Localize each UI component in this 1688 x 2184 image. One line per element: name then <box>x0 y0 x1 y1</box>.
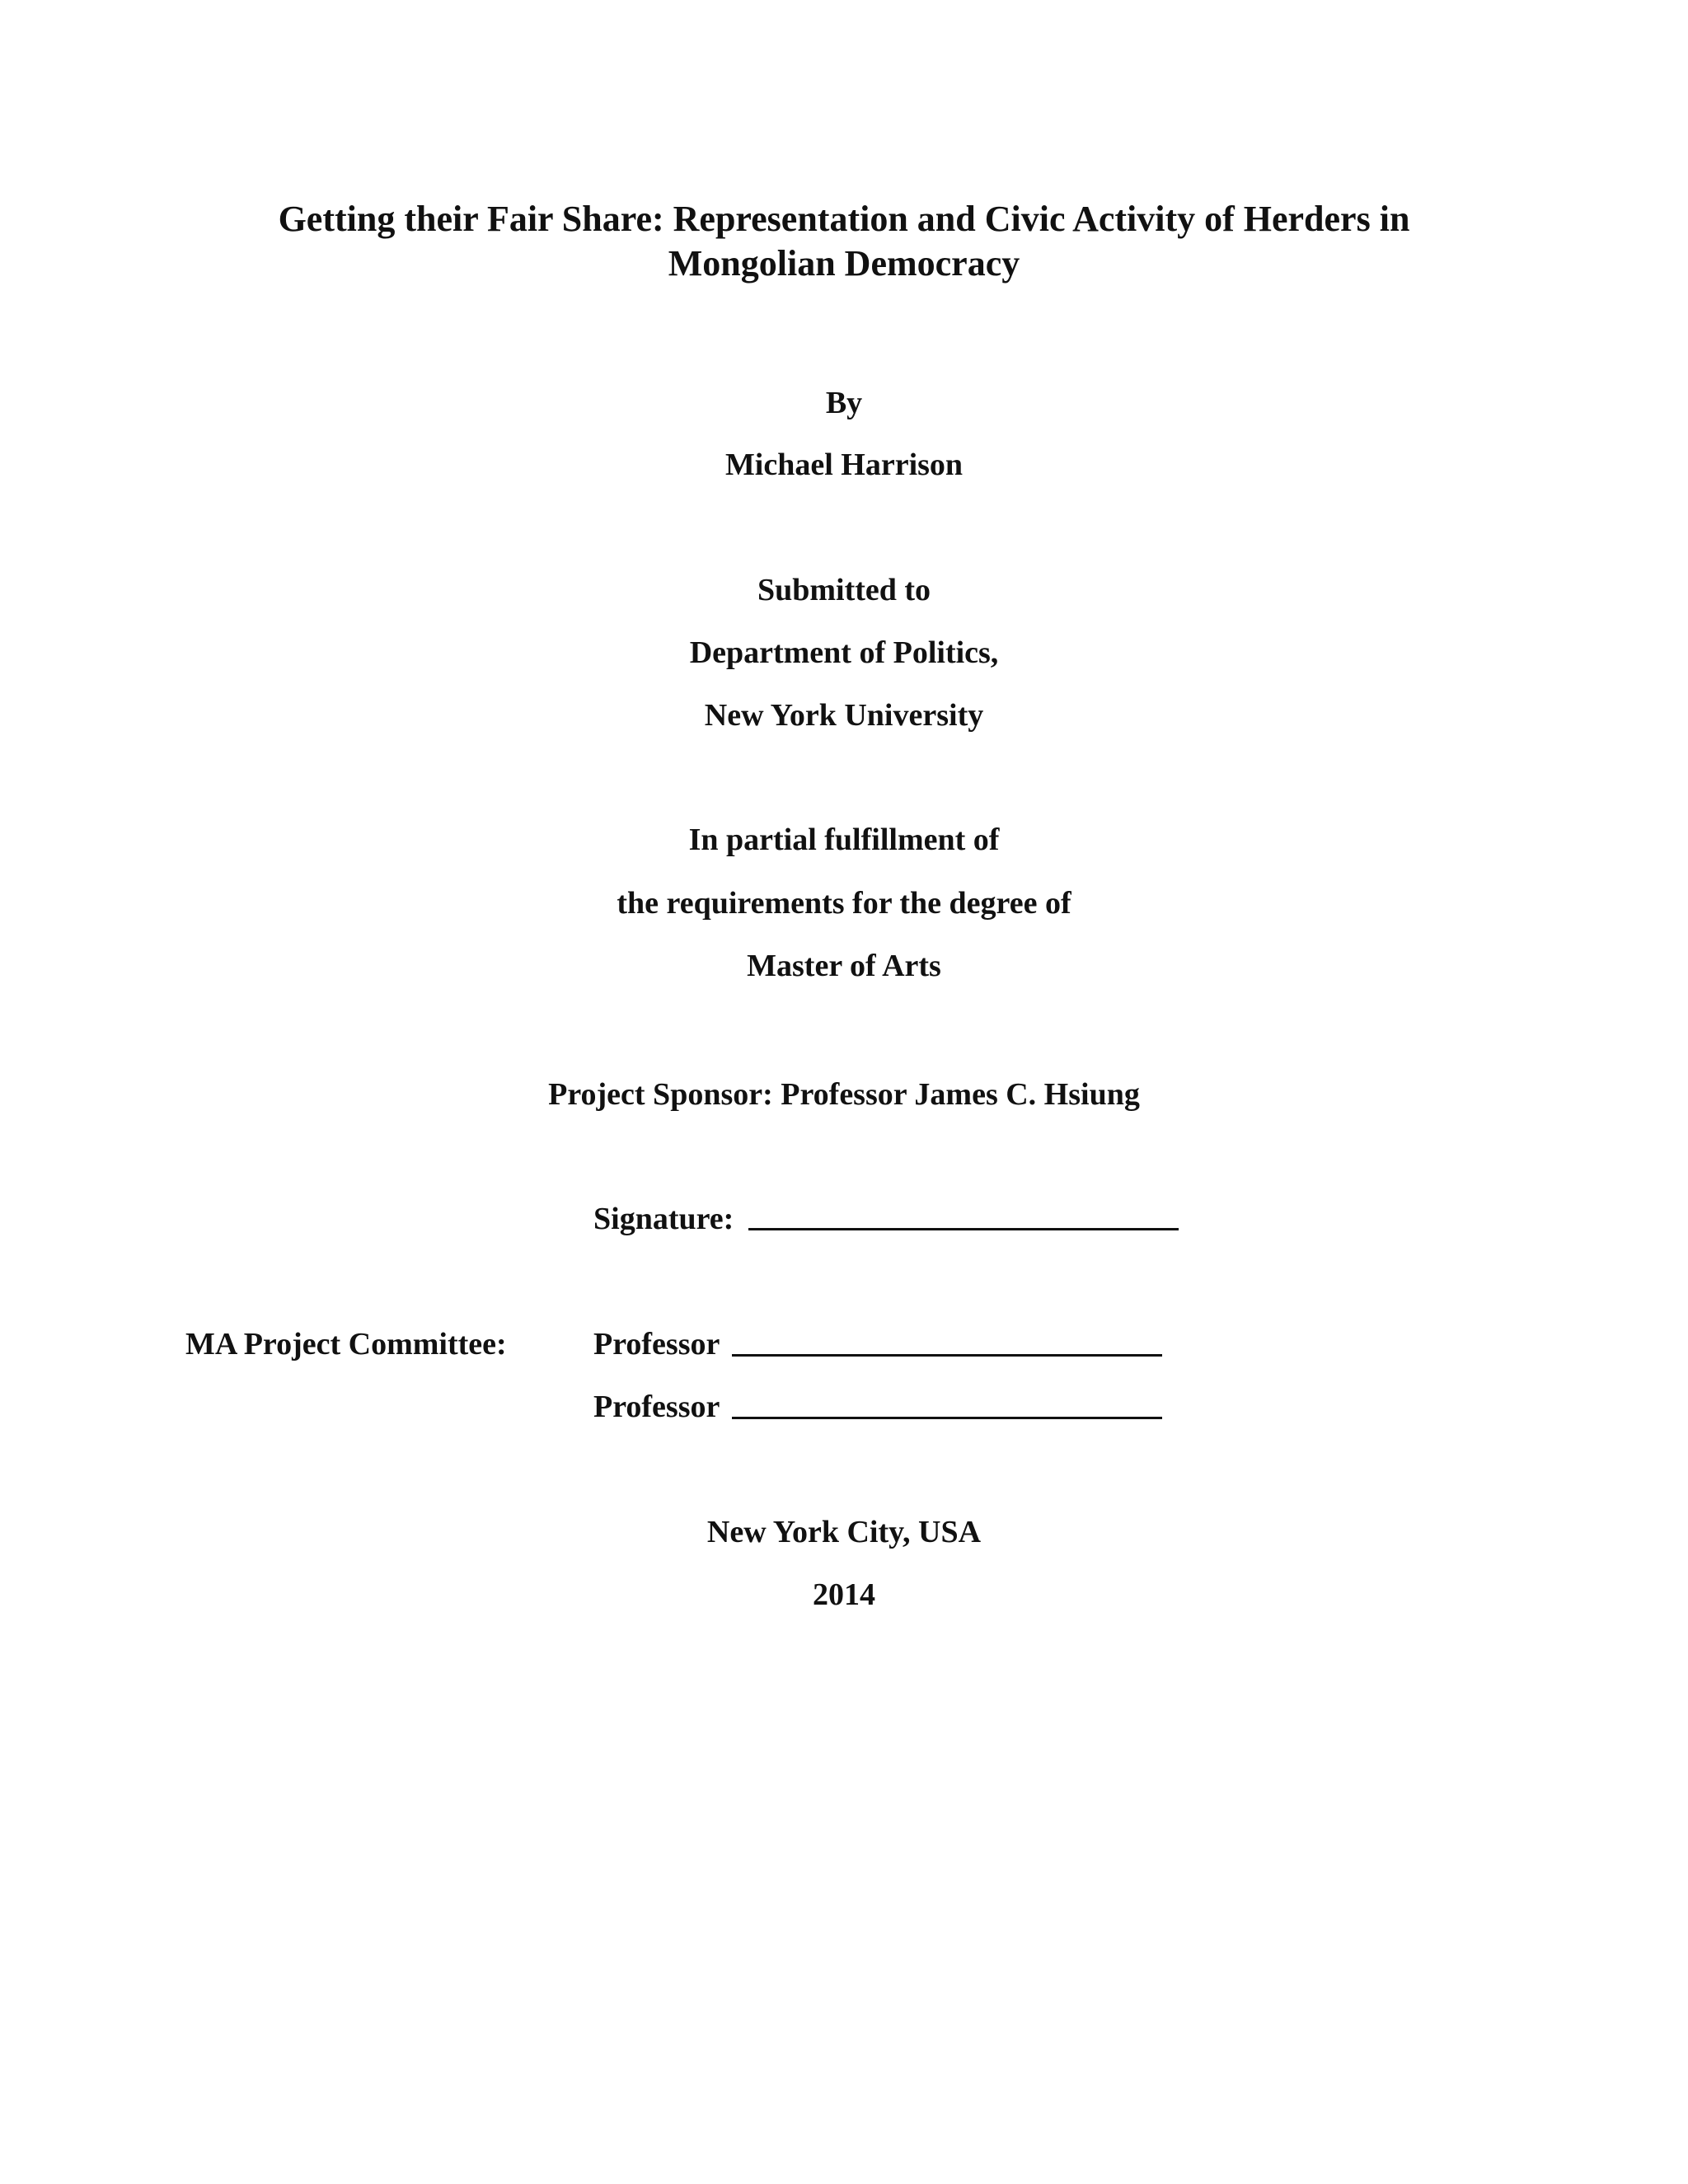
degree-name: Master of Arts <box>747 949 941 983</box>
author-name: Michael Harrison <box>724 448 964 482</box>
year: 2014 <box>813 1577 875 1612</box>
submitted-to-label: Submitted to <box>757 573 931 607</box>
fulfillment-line-2: the requirements for the degree of <box>617 886 1071 921</box>
committee-member-1-line <box>732 1354 1162 1357</box>
department-name: Department of Politics, <box>689 635 999 670</box>
committee-member-2-label: Professor <box>593 1390 720 1424</box>
signature-label: Signature: <box>593 1202 734 1236</box>
title-line-1: Getting their Fair Share: Representation and Civic Activity of Herders in <box>278 199 1410 239</box>
committee-label: MA Project Committee: <box>185 1327 507 1361</box>
committee-member-1-label: Professor <box>593 1327 720 1361</box>
committee-member-2-line <box>732 1417 1162 1419</box>
signature-line <box>748 1228 1179 1230</box>
place: New York City, USA <box>706 1515 982 1549</box>
university-name: New York University <box>704 698 984 733</box>
project-sponsor: Project Sponsor: Professor James C. Hsiung <box>548 1077 1140 1112</box>
by-label: By <box>825 386 863 420</box>
title-line-2: Mongolian Democracy <box>668 243 1020 284</box>
fulfillment-line-1: In partial fulfillment of <box>688 823 1000 857</box>
